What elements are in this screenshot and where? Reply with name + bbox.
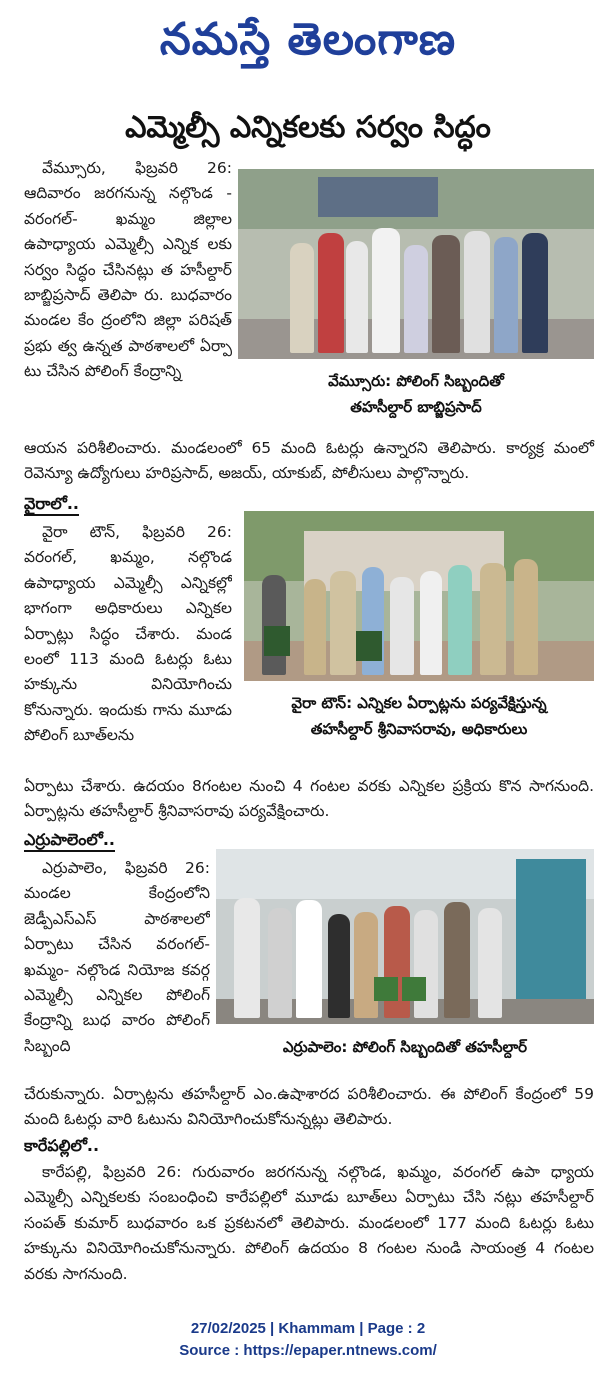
story2-body-full: ఏర్పాటు చేశారు. ఉదయం 8గంటల నుంచి 4 గంటల వరకు ఎన్నికల ప్రక్రియ కొన సాగనుంది. ఏర్పాట్లను తహసీల్దార్ శ్రీనివాసరావు పర్యవేక్షించారు. — [24, 777, 594, 821]
headline: ఎమ్మెల్సీ ఎన్నికలకు సర్వం సిద్ధం — [125, 110, 491, 145]
story3-dateline: ఎర్రుపాలెం, ఫిబ్రవరి 26: — [42, 859, 210, 877]
story3-caption: ఎర్రుపాలెం: పోలింగ్ సిబ్బందితో తహసీల్దార్ — [282, 1038, 528, 1056]
story2-body-col: వరంగల్, ఖమ్మం, నల్గొండ ఉపాధ్యాయ ఎమ్మెల్సీ ఎన్నికల్లో భాగంగా అధికారులు ఎన్నికల ఏర్పాట్లు సిద్ధం చేశారు. మండ లంలో 113 మంది ఓటర్లు ఓటు హక్కును వినియోగించు కోనున్నారు. ఇందుకు గాను మూడు పోలింగ్ బూత్‌లను — [24, 548, 232, 745]
story4-subhead-text: కారేపల్లిలో.. — [24, 1136, 100, 1155]
story4-subhead — [24, 1136, 99, 1159]
footer-date-line: 27/02/2025 | Khammam | Page : 2 — [190, 1320, 426, 1337]
story1-dateline: వేమ్సూరు, ఫిబ్రవరి 26: — [42, 159, 232, 177]
story2-caption-line1: వైరా టౌన్: ఎన్నికల ఏర్పాట్లను పర్యవేక్షిస్తున్న — [291, 694, 547, 712]
story2-photo — [244, 511, 594, 681]
story2-caption-line2: తహసీల్దార్ శ్రీనివాసరావు, అధికారులు — [310, 720, 528, 738]
footer-source-line: Source : https://epaper.ntnews.com/ — [179, 1342, 437, 1359]
story2-subhead-text: వైరాలో.. — [24, 494, 79, 516]
story2-column — [24, 520, 232, 748]
story1-caption-line2: తహసీల్దార్ బాబ్జిప్రసాద్ — [350, 398, 482, 416]
story3-column — [24, 856, 210, 1084]
story1-photo — [238, 169, 594, 359]
story2-dateline: వైరా టౌన్, ఫిబ్రవరి 26: — [42, 523, 232, 541]
story1-body-col: ఆదివారం జరగనున్న నల్గొండ - వరంగల్- ఖమ్మం జిల్లాల ఉపాధ్యాయ ఎమ్మెల్సీ ఎన్నిక లకు సర్వం సిద్ధం చేసినట్లు త హసీల్దార్ బాబ్జిప్రసాద్ తెలిపా రు. బుధవారం మండల కేం ద్రంలోని జిల్లా పరిషత్ ప్రభు త్వ ఉన్నత పాఠశాలలో ఏర్పా టు చేసిన పోలింగ్ కేంద్రాన్ని — [24, 184, 232, 381]
story2-caption — [244, 690, 594, 742]
story1-column — [24, 156, 232, 436]
story3-subhead-text: ఎర్రుపాలెంలో.. — [24, 830, 115, 852]
story1-caption — [238, 368, 594, 420]
story2-subhead — [24, 494, 79, 517]
story3-body-col: మండల కేంద్రంలోని జెడ్పీఎస్ఎస్ పాఠశాలలో ఏర్పాటు చేసిన వరంగల్- ఖమ్మం- నల్గొండ నియోజ కవర్గ ఎమ్మెల్సీ ఎన్నికల పోలింగ్ కేంద్రాన్ని బుధ వారం పోలింగ్ సిబ్బంది — [24, 884, 210, 1055]
story3-photo — [216, 849, 594, 1024]
story1-body-full: ఆయన పరిశీలించారు. మండలంలో 65 మంది ఓటర్లు ఉన్నారని తెలిపారు. కార్యక్ర మంలో రెవెన్యూ ఉద్యోగులు హరిప్రసాద్, అజయ్, యాకుబ్, పోలీసులు పాల్గొన్నారు. — [24, 439, 594, 483]
story3-body-full: చేరుకున్నారు. ఏర్పాట్లను తహసీల్దార్ ఎం.ఉషాశారద పరిశీలించారు. ఈ పోలింగ్ కేంద్రంలో 59 మంది ఓటర్లు వారి ఓటును వినియోగించుకోనున్నట్లు తెలిపారు. — [24, 1085, 594, 1129]
story1-caption-line1: వేమ్సూరు: పోలింగ్ సిబ్బందితో — [328, 372, 504, 390]
story3-subhead — [24, 830, 115, 853]
story4-body-full: కారేపల్లి, ఫిబ్రవరి 26: గురువారం జరగనున్న నల్గొండ, ఖమ్మం, వరంగల్ ఉపా ధ్యాయ ఎమ్మెల్సీ ఎన్నికలకు సంబంధించి కారేపల్లిలో మూడు బూత్‌లు ఏర్పాటు చేసి నట్లు తహసీల్దార్ సంపత్ కుమార్ బుధవారం ఒక ప్రకటనలో తెలిపారు. మండలంలో 177 మంది ఓటర్లు ఓటు హక్కును వినియోగించుకోనున్నారు. పోలింగ్ ఉదయం 8 గంటల నుండి సాయంత్ర 4 గంటల వరకు సాగనుంది. — [24, 1163, 594, 1283]
masthead-title: నమస్తే తెలంగాణ — [159, 14, 457, 65]
